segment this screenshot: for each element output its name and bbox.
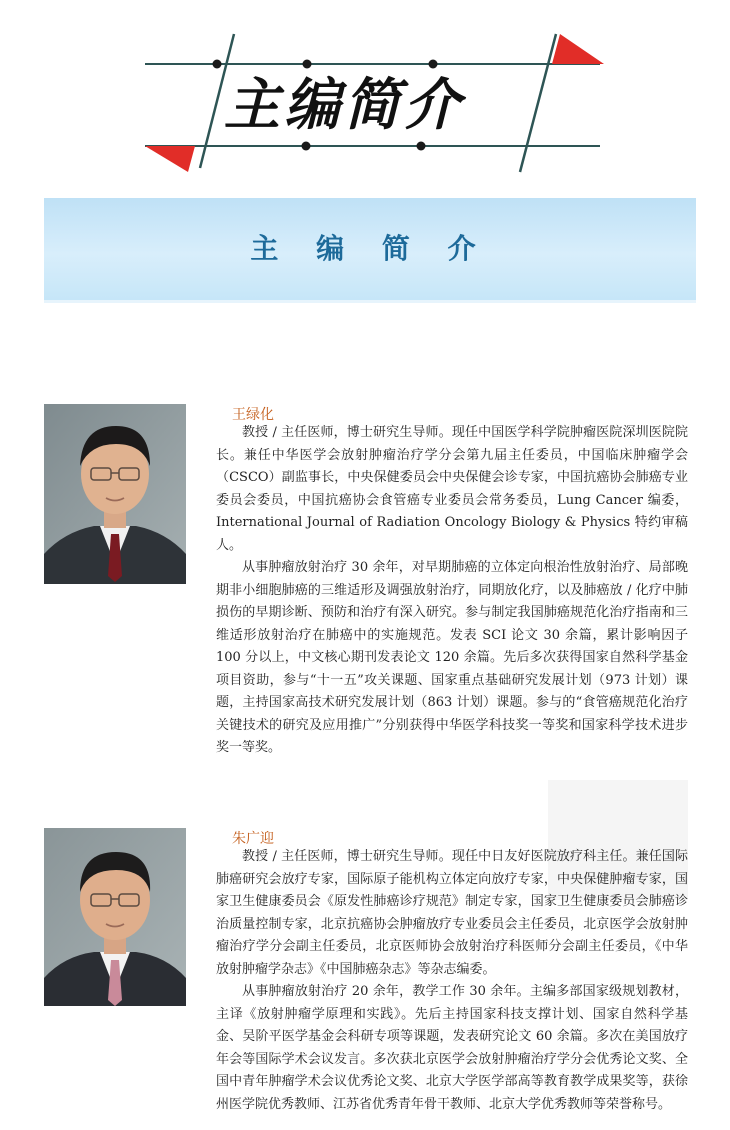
red-triangle-top-right [552,34,604,64]
page-title: 主编简介 [224,73,464,138]
editor-1-bio [216,422,688,760]
section-banner [44,198,696,303]
editor-1-bio-paragraph-2: 从事肿瘤放射治疗 30 余年，对早期肺癌的立体定向根治性放射治疗、局部晚期非小细胞肺癌的三维适形及调强放射治疗，同期放化疗，以及肺癌放 / 化疗中肺损伤的早期诊断、预防和治疗有深入研究。参与制定我国肺癌规范化治疗指南和三维适形放射治疗在肺癌中的实施规范。发表 SCI 论文 30 余篇，累计影响因子 100 分以上，中文核心期刊发表论文 120 余篇。先后多次获得国家自然科学基金项目资助，参与“十一五”攻关课题、国家重点基础研究发展计划（973 计划）课题，主持国家高技术研究发展计划（863 计划）课题。参与的“食管癌规范化治疗关键技术的研究及应用推广”分别获得中华医学科技奖一等奖和国家科学技术进步奖一等奖。 [216,560,688,755]
portrait-photo [44,404,186,584]
editor-2-bio-paragraph-2: 从事肿瘤放射治疗 20 余年，教学工作 30 余年。主编多部国家级规划教材，主译《放射肿瘤学原理和实践》。先后主持国家科技支撑计划、国家自然科学基金、吴阶平医学基金会科研专项等课题，发表研究论文 60 余篇。多次在美国放疗年会等国际学术会议发言。多次获北京医学会放射肿瘤治疗学分会优秀论文奖、全国中青年肿瘤学术会议优秀论文奖、北京大学医学部高等教育教学成果奖等，获徐州医学院优秀教师、江苏省优秀青年骨干教师、北京大学优秀教师等荣誉称号。 [216,984,688,1112]
editor-1-portrait [44,404,186,584]
editor-2-bio-paragraph-1: 教授 / 主任医师，博士研究生导师。现任中日友好医院放疗科主任。兼任国际肺癌研究会放疗专家，国际原子能机构立体定向放疗专家，中央保健肿瘤专家，国家卫生健康委员会《原发性肺癌诊疗规范》制定专家，国家卫生健康委员会肺癌诊治质量控制专家，北京抗癌协会肿瘤放疗专业委员会主任委员，北京医学会放射肿瘤治疗学分会副主任委员，北京医师协会放射治疗科医师分会副主任委员，《中华放射肿瘤学杂志》《中国肺癌杂志》等杂志编委。 [216,849,688,977]
editor-2-bio [216,846,688,1116]
chapter-header [0,0,730,185]
red-triangle-bottom-left [145,146,195,172]
banner-title: 主 编 简 介 [250,232,490,265]
header-slash-right [520,34,556,172]
dot [213,60,222,69]
editor-2-name: 朱广迎 [232,831,274,847]
editor-1-bio-paragraph-1: 教授 / 主任医师，博士研究生导师。现任中国医学科学院肿瘤医院深圳医院院长。兼任中华医学会放射肿瘤治疗学分会第九届主任委员，中国临床肿瘤学会（CSCO）副监事长，中央保健委员会中央保健会诊专家，中国抗癌协会肺癌专业委员会委员，中国抗癌协会食管癌专业委员会常务委员，Lung Cancer 编委，International Journal of Radiation Oncology Biology & Physics 特约审稿人。 [216,425,688,553]
editor-2-portrait [44,828,186,1006]
editor-1-name: 王绿化 [232,407,274,423]
portrait-photo [44,828,186,1006]
